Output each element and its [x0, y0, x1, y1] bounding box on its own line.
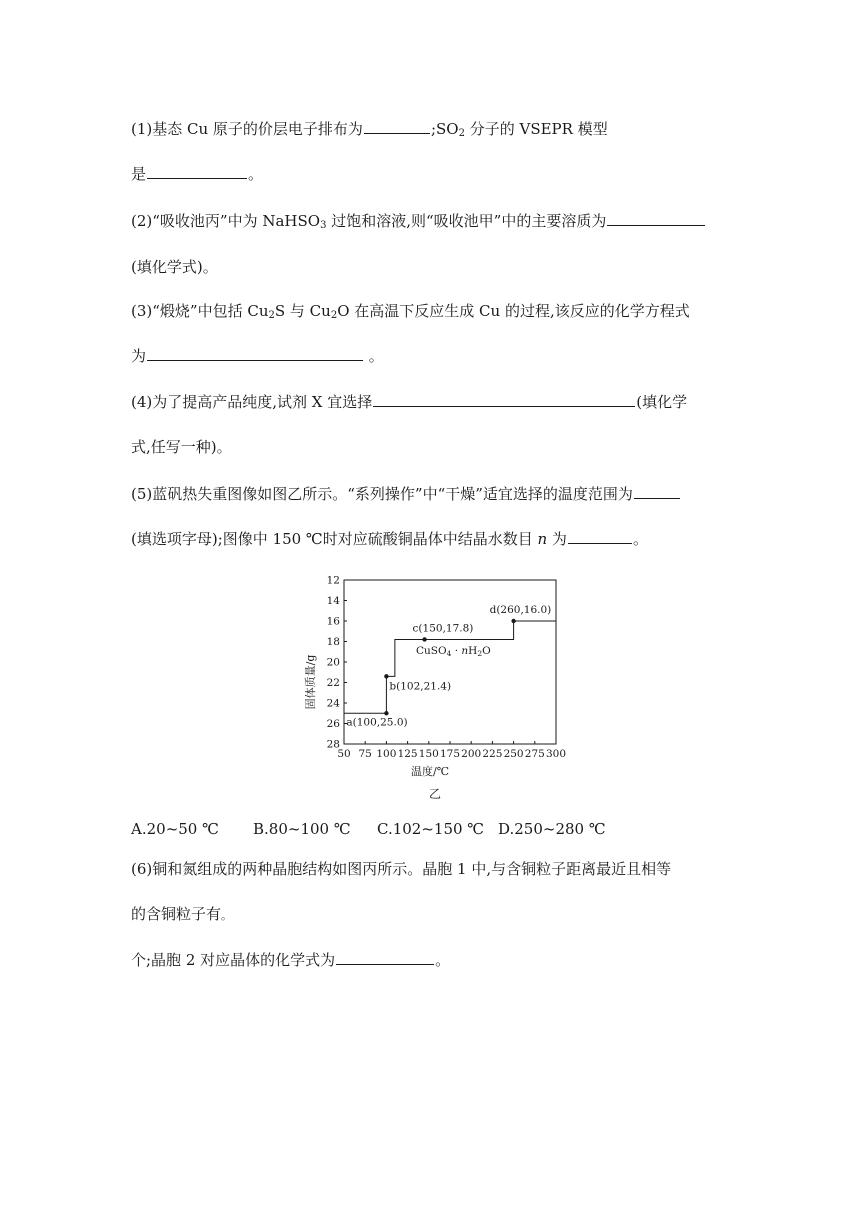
x-tick-label: 75 — [358, 748, 372, 760]
q6-line3: 个;晶胞 2 对应晶体的化学式为 。 — [131, 951, 451, 969]
q5-line1: (5)蓝矾热失重图像如图乙所示。“系列操作”中“干燥”适宜选择的温度范围为 — [131, 484, 681, 504]
y-axis-label: 固体质量/g — [304, 654, 317, 710]
x-tick-label: 275 — [524, 748, 545, 760]
y-tick-label: 12 — [326, 574, 340, 587]
q3-line2: 为 。 — [131, 347, 384, 365]
x-tick-label: 50 — [337, 748, 351, 760]
q1-line2: 是 。 — [131, 165, 264, 183]
figure-caption: 乙 — [428, 787, 442, 801]
q6-line2: 的含铜粒子有。 — [131, 905, 233, 923]
y-tick-label: 24 — [326, 697, 340, 710]
option-a[interactable]: A.20~50 ℃ — [131, 820, 219, 838]
x-tick-label: 300 — [545, 748, 567, 760]
data-point-label: d(260,16.0) — [489, 604, 552, 616]
option-b[interactable]: B.80~100 ℃ — [253, 820, 351, 838]
x-axis-label: 温度/℃ — [410, 765, 450, 778]
thermogravimetric-chart — [300, 568, 580, 803]
q1-line1: (1)基态 Cu 原子的价层电子排布为 $;SO_2$ 分子的 VSEPR 模型 — [131, 120, 608, 139]
x-tick-label: 250 — [503, 748, 524, 760]
q6-line1: (6)铜和氮组成的两种晶胞结构如图丙所示。晶胞 1 中,与含铜粒子距离最近且相等 — [131, 860, 672, 878]
x-tick-label: 100 — [376, 748, 397, 760]
answer-blank-q3[interactable] — [147, 346, 363, 361]
y-tick-label: 28 — [326, 738, 340, 751]
data-point-label: b(102,21.4) — [389, 680, 452, 693]
data-point-label: a(100,25.0) — [346, 716, 408, 729]
answer-blank-q5b[interactable] — [568, 529, 632, 544]
y-tick-label: 22 — [326, 677, 340, 689]
option-c[interactable]: C.102~150 ℃ — [377, 820, 485, 838]
answer-blank-q1b[interactable] — [147, 164, 247, 179]
data-point — [511, 619, 515, 623]
series-line — [344, 621, 556, 713]
answer-blank-q1a[interactable] — [364, 119, 430, 134]
y-tick-label: 26 — [326, 718, 340, 730]
x-tick-label: 200 — [461, 748, 482, 760]
q2-line2: (填化学式)。 — [131, 258, 218, 276]
y-tick-label: 18 — [326, 636, 340, 648]
data-point — [384, 711, 388, 715]
y-tick-label: 14 — [326, 595, 340, 607]
answer-blank-q2[interactable] — [607, 211, 705, 226]
q4-line2: 式,任写一种)。 — [131, 438, 232, 456]
y-tick-label: 16 — [326, 615, 340, 628]
x-tick-label: 150 — [418, 748, 439, 760]
q5-line2: (填选项字母);图像中 150 ℃时对应硫酸铜晶体中结晶水数目 n 为 。 — [131, 530, 648, 548]
x-tick-label: 125 — [397, 748, 418, 760]
data-point — [422, 637, 426, 641]
x-tick-label: 175 — [439, 748, 461, 760]
x-tick-label: 225 — [482, 748, 503, 760]
answer-blank-q6[interactable] — [336, 950, 434, 965]
answer-blank-q5a[interactable] — [634, 484, 680, 499]
data-point — [384, 674, 388, 678]
answer-blank-q4[interactable] — [373, 392, 635, 407]
q4-line1: (4)为了提高产品纯度,试剂 X 宜选择 (填化学 — [131, 393, 688, 411]
y-tick-label: 20 — [326, 656, 340, 669]
option-d[interactable]: D.250~280 ℃ — [498, 820, 606, 838]
q3-line1: (3)“煅烧”中包括 $Cu_2S$ 与 $Cu_2O$ 在高温下反应生成 Cu 的过程,该反应的化学方程式 — [131, 302, 690, 321]
q2-line1: (2)“吸收池丙”中为 NaHSO$_3$ 过饱和溶液,则“吸收池甲”中的主要溶质为 — [131, 211, 706, 231]
data-point-label: c(150,17.8) — [412, 622, 474, 635]
formula-annotation: CuSO4 · nH2O — [416, 645, 491, 658]
